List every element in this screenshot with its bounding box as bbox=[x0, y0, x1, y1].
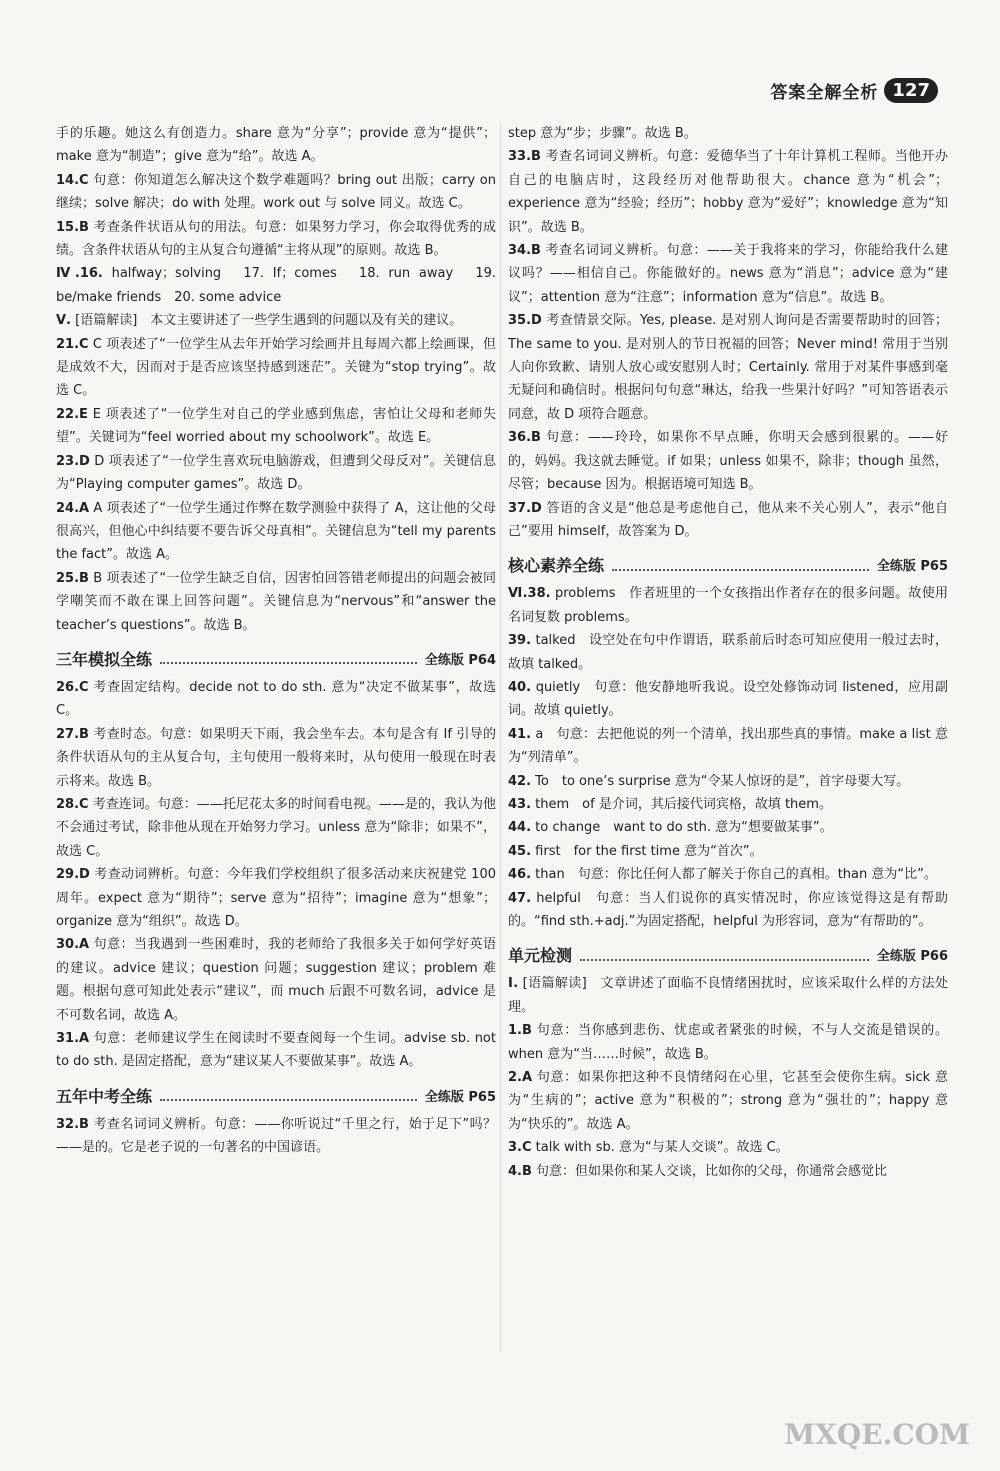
answer-text: 考查条件状语从句的用法。句意：如果努力学习，你会取得优秀的成绩。含条件状语从句的主从复合句遵循“主将从现”的原则。故选 B。 bbox=[56, 219, 496, 259]
answer-text: B 项表述了“一位学生缺乏自信，因害怕回答错老师提出的问题会被同学嘲笑而不敢在课上回答问题”。关键信息为“nervous”和“answer the teacher’s questions”。故选 B。 bbox=[56, 570, 496, 633]
answer-item bbox=[508, 793, 948, 816]
answer-item bbox=[56, 567, 496, 637]
section-header-right-2 bbox=[508, 943, 948, 966]
section-title: 核心素养全练 bbox=[508, 556, 605, 576]
answer-item bbox=[56, 333, 496, 403]
answer-item bbox=[508, 676, 948, 723]
answer-item bbox=[56, 933, 496, 1027]
answer-item bbox=[508, 863, 948, 886]
answer-number: 47. bbox=[508, 890, 532, 906]
answer-text: first for the first time 意为“首次”。 bbox=[535, 843, 763, 859]
answer-item bbox=[508, 309, 948, 426]
answer-text: 句意：你知道怎么解决这个数学难题吗？bring out 出版；carry on 继续；solve 解决；do with 处理。work out 与 solve 同义。故选 C。 bbox=[56, 172, 496, 212]
header-title: 答案全解全析 bbox=[770, 83, 879, 103]
answer-number: Ⅰ. bbox=[508, 976, 519, 992]
answer-text: 答语的含义是“他总是考虑他自己，他从来不关心别人”，表示“他自己”要用 himself，故答案为 D。 bbox=[508, 500, 948, 539]
answer-text: 句意：当你感到悲伤、忧虑或者紧张的时候，不与人交流是错误的。when 意为“当……时候”，故选 B。 bbox=[508, 1023, 948, 1062]
answer-text: [语篇解读] 文章讲述了面临不良情绪困扰时，应该采取什么样的方法处理。 bbox=[508, 976, 948, 1015]
answer-item bbox=[508, 239, 948, 309]
answer-number: 40. bbox=[508, 679, 532, 695]
answer-text: 考查情景交际。Yes, please. 是对别人询问是否需要帮助时的回答；The same to you. 是对别人的节日祝福的回答；Never mind! 常用于当别人向你致歉、请别人放心或安慰别人时；Certainly. 常用于对某件事感到毫无疑问和确信时。根据问句句意“琳达，给我一些果汁好吗？”可知答语表示同意，故 D 项符合题意。 bbox=[508, 313, 948, 422]
answer-number: 31.A bbox=[56, 1031, 90, 1047]
answer-number: 28.C bbox=[56, 796, 89, 812]
answer-text: 句意：当我遇到一些困难时，我的老师给了我很多关于如何学好英语的建议。advice 建议；question 问题；suggestion 建议；problem 难题。根据句意可知此处表示“建议”，而 much 后跟不可数名词，advice 是不可数名词，故选 A。 bbox=[56, 937, 496, 1023]
answer-number: 37.D bbox=[508, 500, 542, 516]
answer-number: Ⅵ.38. bbox=[508, 586, 551, 602]
answer-text: than 句意：你比任何人都了解关于你自己的真相。than 意为“比”。 bbox=[535, 867, 937, 883]
answer-text: E 项表述了“一位学生对自己的学业感到焦虑，害怕让父母和老师失望”。关键词为“feel worried about my schoolwork”。故选 E。 bbox=[56, 406, 496, 446]
answer-number: 34.B bbox=[508, 243, 541, 259]
answer-number: 26.C bbox=[56, 679, 89, 695]
answer-text: problems 作者班里的一个女孩指出作者存在的很多问题。故使用名词复数 problems。 bbox=[508, 586, 948, 625]
answer-number: 23.D bbox=[56, 453, 90, 469]
answer-text: halfway；solving 17. If；comes 18. run away 19. be/make friends 20. some advice bbox=[56, 266, 497, 305]
answer-text: A 项表述了“一位学生通过作弊在数学测验中获得了 A，这让他的父母很高兴，但他心中纠结要不要告诉父母真相”。关键信息为“tell my parents the fact”。故选 A。 bbox=[56, 500, 496, 563]
answer-text: talk with sb. 意为“与某人交谈”。故选 C。 bbox=[535, 1140, 789, 1156]
answer-item bbox=[508, 723, 948, 770]
answer-number: 25.B bbox=[56, 570, 89, 586]
answer-item bbox=[508, 122, 948, 145]
answer-item bbox=[56, 403, 496, 450]
answer-number: Ⅴ. bbox=[56, 313, 71, 329]
answer-text: To to one’s surprise 意为“令某人惊讶的是”，首字母要大写。 bbox=[535, 773, 910, 789]
answer-text: 考查名词词义辨析。句意：爱德华当了十年计算机工程师。当他开办自己的电脑店时，这段经历对他帮助很大。chance 意为“机会”；experience 意为“经验；经历”；hobby 意为“爱好”；knowledge 意为“知识”。故选 B。 bbox=[508, 149, 948, 235]
answer-number: 29.D bbox=[56, 867, 90, 883]
answer-number: 39. bbox=[508, 633, 532, 649]
page-header bbox=[770, 78, 938, 103]
answer-text: step 意为“步；步骤”。故选 B。 bbox=[508, 126, 697, 141]
answer-item bbox=[56, 863, 496, 933]
answer-item bbox=[508, 426, 948, 496]
answer-item bbox=[56, 1113, 496, 1160]
answer-number: 36.B bbox=[508, 430, 541, 446]
answer-text: 考查时态。句意：如果明天下雨，我会坐车去。本句是含有 If 引导的条件状语从句的主从复合句，主句使用一般将来时，从句使用一般现在时表示将来。故选 B。 bbox=[56, 726, 496, 789]
right-items-3 bbox=[508, 972, 948, 1183]
answer-number: 4.B bbox=[508, 1163, 532, 1179]
answer-text: [语篇解读] 本文主要讲述了一些学生遇到的问题以及有关的建议。 bbox=[75, 313, 463, 329]
left-items-2 bbox=[56, 676, 496, 1074]
answer-text: 手的乐趣。她这么有创造力。share 意为“分享”；provide 意为“提供”；make 意为“制造”；give 意为“给”。故选 A。 bbox=[56, 126, 496, 165]
answer-text: to change want to do sth. 意为“想要做某事”。 bbox=[535, 820, 833, 836]
answer-item bbox=[56, 122, 496, 169]
answer-number: 14.C bbox=[56, 172, 89, 188]
section-header-left-1 bbox=[56, 647, 496, 670]
answer-item bbox=[508, 972, 948, 1019]
answer-item bbox=[508, 582, 948, 629]
answer-number: 32.B bbox=[56, 1116, 89, 1132]
answer-number: 45. bbox=[508, 843, 532, 859]
answer-number: 24.A bbox=[56, 500, 90, 516]
section-header-left-2 bbox=[56, 1084, 496, 1107]
answer-text: them of 是介词，其后接代词宾格，故填 them。 bbox=[535, 796, 832, 812]
answer-number: 1.B bbox=[508, 1023, 532, 1039]
answer-item bbox=[508, 816, 948, 839]
answer-text: 句意：如果你把这种不良情绪闷在心里，它甚至会使你生病。sick 意为“生病的”；active 意为“积极的”；strong 意为“强壮的”；happy 意为“快乐的”。故选 A。 bbox=[508, 1070, 948, 1132]
section-ref: 全练版 P64 bbox=[424, 652, 496, 668]
answer-number: 3.C bbox=[508, 1140, 532, 1156]
answer-text: C 项表述了“一位学生从去年开始学习绘画并且每周六都上绘画课，但是成效不大，因而对于是否应该坚持感到迷茫”。关键为“stop trying”。故选 C。 bbox=[56, 336, 496, 399]
answer-number: 44. bbox=[508, 820, 532, 836]
section-title: 三年模拟全练 bbox=[56, 649, 153, 669]
answer-item bbox=[508, 770, 948, 793]
answer-text: 句意：但如果你和某人交谈，比如你的父母，你通常会感觉比 bbox=[536, 1163, 888, 1179]
answer-number: 30.A bbox=[56, 937, 90, 953]
answer-item bbox=[508, 629, 948, 676]
answer-item bbox=[508, 840, 948, 863]
answer-number: 2.A bbox=[508, 1070, 533, 1086]
left-items-3 bbox=[56, 1113, 496, 1160]
answer-item bbox=[56, 1027, 496, 1074]
dotted-leader bbox=[612, 559, 869, 571]
answer-number: 43. bbox=[508, 796, 532, 812]
answer-text: talked 设空处在句中作谓语，联系前后时态可知应使用一般过去时，故填 talked。 bbox=[508, 633, 948, 672]
answer-text: quietly 句意：他安静地听我说。设空处修饰动词 listened，应用副词。故填 quietly。 bbox=[508, 679, 948, 719]
answer-item bbox=[56, 216, 496, 263]
left-items bbox=[56, 122, 496, 637]
answer-item bbox=[508, 1136, 948, 1159]
answer-item bbox=[508, 1066, 948, 1136]
answer-item bbox=[508, 1160, 948, 1183]
dotted-leader bbox=[160, 1089, 417, 1101]
answer-text: 考查名词词义辨析。句意：——你听说过“千里之行，始于足下”吗？——是的。它是老子说的一句著名的中国谚语。 bbox=[56, 1116, 496, 1156]
section-ref: 全练版 P65 bbox=[876, 559, 948, 575]
dotted-leader bbox=[580, 949, 869, 961]
answer-text: D 项表述了“一位学生喜欢玩电脑游戏，但遭到父母反对”。关键信息为“Playing computer games”。故选 D。 bbox=[56, 453, 496, 493]
answer-item bbox=[508, 497, 948, 544]
dotted-leader bbox=[160, 652, 417, 664]
answer-number: 27.B bbox=[56, 726, 89, 742]
answer-item bbox=[56, 497, 496, 567]
answer-text: helpful 句意：当人们说你的真实情况时，你应该觉得这是有帮助的。“find sth.+adj.”为固定搭配，helpful 为形容词，意为“有帮助的”。 bbox=[508, 890, 949, 929]
column-divider bbox=[500, 122, 501, 1352]
left-column bbox=[56, 122, 496, 1160]
answer-number: Ⅳ.16. bbox=[56, 266, 103, 282]
answer-item bbox=[56, 169, 496, 216]
answer-item bbox=[56, 262, 496, 309]
section-title: 五年中考全练 bbox=[56, 1086, 153, 1106]
answer-text: 考查名词词义辨析。句意：——关于我将来的学习，你能给我什么建议吗？——相信自己。你能做好的。news 意为“消息”；advice 意为“建议”；attention 意为“注意”；information 意为“信息”。故选 B。 bbox=[508, 243, 948, 305]
answer-item bbox=[56, 676, 496, 723]
page-number: 127 bbox=[884, 78, 938, 103]
answer-number: 33.B bbox=[508, 149, 541, 165]
answer-text: a 句意：去把他说的列一个清单，找出那些真的事情。make a list 意为“列清单”。 bbox=[508, 726, 948, 766]
answer-number: 41. bbox=[508, 726, 532, 742]
answer-item bbox=[508, 145, 948, 239]
right-column bbox=[508, 122, 948, 1183]
answer-text: 考查动词辨析。句意：今年我们学校组织了很多活动来庆祝建党 100 周年。expect 意为“期待”；serve 意为“招待”；imagine 意为“想象”；organize 意为“组织”。故选 D。 bbox=[56, 867, 496, 929]
answer-number: 21.C bbox=[56, 336, 89, 352]
answer-item bbox=[56, 309, 496, 332]
answer-number: 35.D bbox=[508, 313, 542, 329]
section-ref: 全练版 P65 bbox=[424, 1089, 496, 1105]
section-ref: 全练版 P66 bbox=[876, 949, 948, 965]
answer-text: 考查连词。句意：——托尼花太多的时间看电视。——是的，我认为他不会通过考试，除非他从现在开始努力学习。unless 意为“除非；如果不”，故选 C。 bbox=[56, 796, 496, 859]
answer-item bbox=[508, 887, 948, 934]
answer-item bbox=[508, 1019, 948, 1066]
right-items bbox=[508, 122, 948, 543]
section-title: 单元检测 bbox=[508, 946, 573, 966]
answer-text: 考查固定结构。decide not to do sth. 意为“决定不做某事”，故选 C。 bbox=[56, 679, 496, 719]
answer-item bbox=[56, 723, 496, 793]
answer-text: 句意：老师建议学生在阅读时不要查阅每一个生词。advise sb. not to do sth. 是固定搭配，意为“建议某人不要做某事”。故选 A。 bbox=[56, 1031, 496, 1070]
right-items-2 bbox=[508, 582, 948, 933]
answer-number: 42. bbox=[508, 773, 532, 789]
answer-number: 15.B bbox=[56, 219, 89, 235]
answer-text: 句意：——玲玲，如果你不早点睡，你明天会感到很累的。——好的，妈妈。我这就去睡觉。if 如果；unless 如果不，除非；though 虽然，尽管；because 因为。根据语境可知选 B。 bbox=[508, 430, 948, 493]
watermark-logo: MXQE.COM bbox=[784, 1418, 970, 1451]
answer-number: 46. bbox=[508, 867, 532, 883]
answer-item bbox=[56, 793, 496, 863]
answer-item bbox=[56, 450, 496, 497]
answer-number: 22.E bbox=[56, 406, 88, 422]
section-header-right-1 bbox=[508, 553, 948, 576]
